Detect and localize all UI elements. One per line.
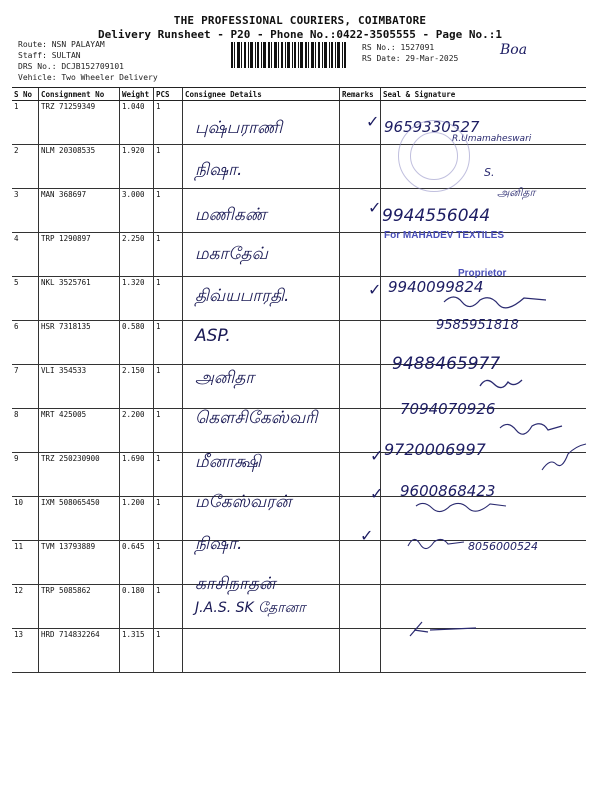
cell-consignment: HRD 714832264 — [39, 629, 120, 673]
handwritten-phone: 9720006997 — [384, 440, 486, 459]
handwritten-consignee-name: காசிநாதன் — [195, 574, 276, 594]
handwritten-consignee-name: J.A.S. SK தோனா — [195, 600, 306, 616]
tick-mark-icon: ✓ — [370, 484, 384, 503]
cell-pcs: 1 — [154, 145, 183, 189]
cell-consignment: TRZ 250230900 — [39, 453, 120, 497]
table-row — [12, 629, 586, 673]
handwritten-consignee-name: அனிதா — [195, 368, 255, 388]
staff: Staff: SULTAN — [18, 51, 81, 60]
cell-weight: 1.320 — [120, 277, 154, 321]
signature-scribble — [404, 532, 468, 552]
cell-consignment: VLI 354533 — [39, 365, 120, 409]
cell-consignment: TVM 13793889 — [39, 541, 120, 585]
cell-pcs: 1 — [154, 629, 183, 673]
cell-pcs: 1 — [154, 277, 183, 321]
cell-consignment: NLM 20308535 — [39, 145, 120, 189]
seal-stamp-inner-icon — [410, 132, 458, 180]
vehicle: Vehicle: Two Wheeler Delivery — [18, 73, 158, 82]
rs-date: RS Date: 29-Mar-2025 — [362, 54, 459, 63]
cell-consignment: HSR 7318135 — [39, 321, 120, 365]
cell-sno: 10 — [12, 497, 39, 541]
tick-mark-icon: ✓ — [366, 112, 380, 131]
cell-pcs: 1 — [154, 541, 183, 585]
cell-sno: 2 — [12, 145, 39, 189]
route: Route: NSN PALAYAM — [18, 40, 105, 49]
cell-pcs: 1 — [154, 409, 183, 453]
handwritten-phone: 9600868423 — [400, 482, 496, 500]
cell-sno: 6 — [12, 321, 39, 365]
cell-weight: 1.920 — [120, 145, 154, 189]
col-consignment: Consignment No — [39, 88, 120, 101]
handwritten-consignee-name: மகாதேவ் — [195, 244, 268, 264]
handwritten-phone: 9944556044 — [382, 206, 491, 226]
cell-sno: 13 — [12, 629, 39, 673]
cell-pcs: 1 — [154, 321, 183, 365]
cell-sno: 12 — [12, 585, 39, 629]
handwritten-consignee-name: கௌசிகேஸ்வரி — [195, 408, 318, 428]
cell-weight: 3.000 — [120, 189, 154, 233]
signature-scribble — [496, 418, 566, 436]
table-row — [12, 453, 586, 497]
cell-remarks — [340, 585, 381, 629]
col-sno: S No — [12, 88, 39, 101]
cell-pcs: 1 — [154, 233, 183, 277]
cell-consignment: IXM 508065450 — [39, 497, 120, 541]
table-header-row — [12, 88, 586, 101]
handwritten-signature: அனிதா — [497, 186, 536, 199]
cell-sno: 9 — [12, 453, 39, 497]
stamp-company-name: For MAHADEV TEXTILES — [384, 230, 505, 241]
cell-weight: 2.250 — [120, 233, 154, 277]
cell-weight: 2.200 — [120, 409, 154, 453]
drs-number: DRS No.: DCJB152709101 — [18, 62, 124, 71]
cell-pcs: 1 — [154, 101, 183, 145]
signature-scribble — [400, 618, 480, 640]
handwritten-phone: 9585951818 — [436, 318, 519, 333]
cell-remarks — [340, 233, 381, 277]
handwritten-consignee-name: நிஷா. — [195, 160, 243, 180]
cell-sno: 8 — [12, 409, 39, 453]
cell-consignment: MAN 368697 — [39, 189, 120, 233]
meta-right — [362, 42, 458, 64]
cell-sno: 4 — [12, 233, 39, 277]
cell-sno: 7 — [12, 365, 39, 409]
cell-consignee — [183, 629, 340, 673]
handwritten-phone: 8056000524 — [468, 540, 538, 553]
cell-weight: 0.580 — [120, 321, 154, 365]
handwritten-consignee-name: புஷ்பராணி — [195, 118, 283, 138]
handwritten-consignee-name: மகேஸ்வரன் — [195, 492, 292, 512]
cell-weight: 1.690 — [120, 453, 154, 497]
cell-weight: 1.040 — [120, 101, 154, 145]
handwritten-consignee-name: நிஷா. — [195, 534, 243, 554]
handwritten-phone: 9488465977 — [392, 354, 501, 374]
runsheet-title: Delivery Runsheet - P20 - Phone No.:0422-3505555 - Page No.:1 — [98, 28, 502, 41]
col-weight: Weight — [120, 88, 154, 101]
table-row — [12, 145, 586, 189]
col-consignee-details: Consignee Details — [183, 88, 340, 101]
cell-pcs: 1 — [154, 365, 183, 409]
company-name: THE PROFESSIONAL COURIERS, COIMBATORE — [173, 14, 427, 27]
handwritten-consignee-name: ASP. — [195, 326, 231, 346]
stamp-proprietor: Proprietor — [458, 268, 507, 279]
cell-pcs: 1 — [154, 453, 183, 497]
tick-mark-icon: ✓ — [370, 446, 384, 465]
cell-weight: 1.200 — [120, 497, 154, 541]
handwritten-consignee-name: மீனாக்ஷி — [195, 452, 261, 472]
cell-pcs: 1 — [154, 497, 183, 541]
handwritten-consignee-name: மணிகண் — [195, 205, 267, 225]
barcode — [231, 42, 346, 68]
cell-consignment: TRP 5085862 — [39, 585, 120, 629]
cell-weight: 1.315 — [120, 629, 154, 673]
handwritten-phone: 9940099824 — [388, 278, 484, 296]
cell-weight: 2.150 — [120, 365, 154, 409]
handwritten-phone: 7094070926 — [400, 400, 496, 418]
cell-sno: 3 — [12, 189, 39, 233]
tick-mark-icon: ✓ — [368, 280, 382, 299]
cell-remarks — [340, 321, 381, 365]
handwritten-phone: 9659330527 — [384, 118, 480, 136]
cell-pcs: 1 — [154, 585, 183, 629]
signature-scribble — [538, 440, 590, 474]
cell-consignment: TRP 1290897 — [39, 233, 120, 277]
col-pcs: PCS — [154, 88, 183, 101]
signature-scribble — [440, 290, 550, 310]
col-remarks: Remarks — [340, 88, 381, 101]
handwritten-initial: Boa — [500, 42, 528, 58]
cell-remarks — [340, 541, 381, 585]
handwritten-signature: R.Umamaheswari — [452, 134, 532, 144]
cell-weight: 0.645 — [120, 541, 154, 585]
col-seal-signature: Seal & Signature — [381, 88, 587, 101]
cell-sno: 5 — [12, 277, 39, 321]
signature-scribble — [476, 374, 526, 392]
cell-remarks — [340, 145, 381, 189]
handwritten-signature: S. — [484, 166, 495, 179]
meta-left — [18, 39, 158, 83]
cell-consignment: NKL 3525761 — [39, 277, 120, 321]
cell-sno: 11 — [12, 541, 39, 585]
tick-mark-icon: ✓ — [360, 526, 374, 545]
cell-consignment: MRT 425005 — [39, 409, 120, 453]
tick-mark-icon: ✓ — [368, 198, 382, 217]
signature-scribble — [410, 498, 510, 514]
cell-sno: 1 — [12, 101, 39, 145]
cell-remarks — [340, 629, 381, 673]
rs-number: RS No.: 1527091 — [362, 43, 435, 52]
cell-consignment: TRZ 71259349 — [39, 101, 120, 145]
cell-weight: 0.180 — [120, 585, 154, 629]
handwritten-consignee-name: திவ்யபாரதி. — [195, 286, 290, 306]
cell-pcs: 1 — [154, 189, 183, 233]
cell-remarks — [340, 365, 381, 409]
